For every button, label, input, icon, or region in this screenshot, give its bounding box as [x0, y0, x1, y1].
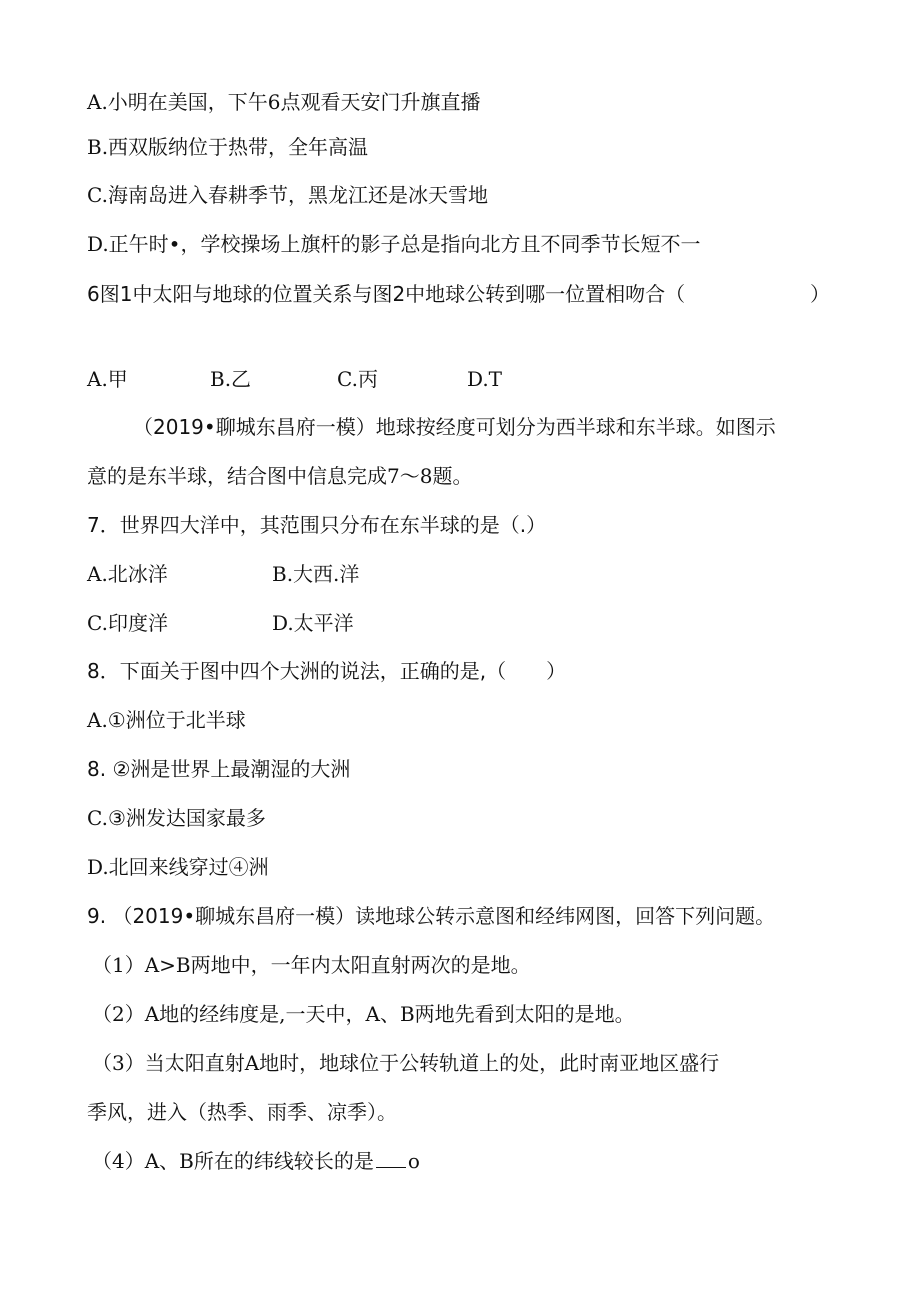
q8-option-b: 8. ②洲是世界上最潮湿的大洲 [87, 757, 351, 781]
q8-option-a: A.①洲位于北半球 [87, 708, 246, 732]
q7-option-a: A.北冰洋 [87, 562, 168, 586]
q6-option-d: D.T [467, 367, 503, 391]
q6-option-a: A.甲 [87, 367, 128, 391]
q8-option-d: D.北回来线穿过④洲 [87, 855, 269, 879]
q6-close-paren: ） [810, 282, 830, 306]
q9-sub1: （1）A>B两地中，一年内太阳直射两次的是地。 [92, 953, 531, 977]
q5-option-b: B.西双版纳位于热带，全年高温 [87, 135, 369, 159]
q9-sub4 [92, 1147, 420, 1175]
q9-sub2: （2）A地的经纬度是,一天中，A、B两地先看到太阳的是地。 [92, 1002, 635, 1026]
q7-option-b: B.大西.洋 [272, 562, 360, 586]
q9-sub3-line2: 季风，进入（热季、雨季、凉季）。 [87, 1100, 397, 1124]
q9-stem: 9. （2019•聊城东昌府一模）读地球公转示意图和经纬网图，回答下列问题。 [87, 904, 776, 928]
q9-sub3-line1: （3）当太阳直射A地时，地球位于公转轨道上的处，此时南亚地区盛行 [92, 1051, 720, 1075]
q5-option-c: C.海南岛进入春耕季节，黑龙江还是冰天雪地 [87, 183, 488, 207]
q9-sub4-trail: o [407, 1149, 420, 1173]
q7-option-d: D.太平洋 [272, 611, 354, 635]
q8-stem: 8．下面关于图中四个大洲的说法，正确的是,（ ） [87, 659, 567, 683]
intro-7-8-line2: 意的是东半球，结合图中信息完成7～8题。 [87, 464, 473, 488]
q6-stem: 6图1中太阳与地球的位置关系与图2中地球公转到哪一位置相吻合（ [87, 282, 686, 306]
q8-option-c: C.③洲发达国家最多 [87, 806, 266, 830]
q7-option-c: C.印度洋 [87, 611, 168, 635]
q6-option-c: C.丙 [337, 367, 378, 391]
q5-option-a: A.小明在美国，下午6点观看天安门升旗直播 [87, 90, 481, 114]
q7-stem: 7．世界四大洋中，其范围只分布在东半球的是（.） [87, 513, 547, 537]
q5-option-d: D.正午时•，学校操场上旗杆的影子总是指向北方且不同季节长短不一 [87, 232, 701, 256]
q9-sub4-answer-blank[interactable] [376, 1149, 406, 1168]
q6-option-b: B.乙 [210, 367, 252, 391]
q9-sub4-text: （4）A、B所在的纬线较长的是 [92, 1149, 374, 1173]
intro-7-8-line1: （2019•聊城东昌府一模）地球按经度可划分为西半球和东半球。如图示 [133, 415, 776, 439]
